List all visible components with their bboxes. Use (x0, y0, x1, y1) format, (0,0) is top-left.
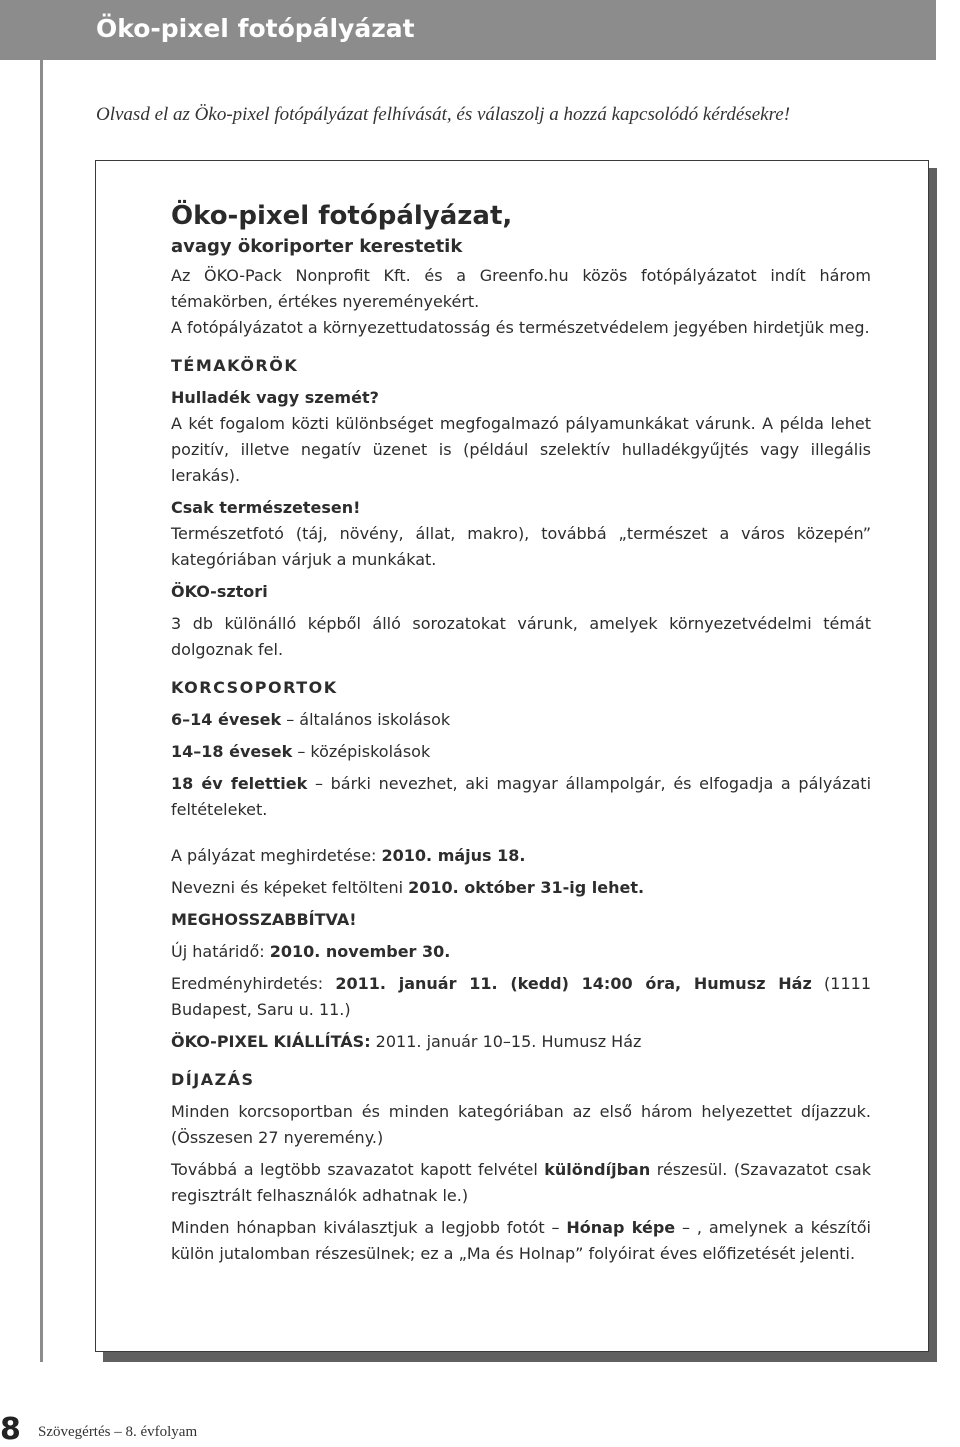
left-rule (40, 60, 43, 1362)
date-deadline: Nevezni és képeket feltölteni 2010. október 31-ig lehet. (171, 878, 645, 897)
topic1-title: Hulladék vagy szemét? (171, 388, 379, 407)
announcement-title: Öko-pixel fotópályázat, (171, 201, 513, 231)
header-bar (0, 0, 936, 60)
paragraph-purpose: A fotópályázatot a környezettudatosság és természetvédelem jegyében hirdetjük meg. (171, 318, 870, 337)
intro-instruction: Olvasd el az Öko-pixel fotópályázat felhívását, és válaszolj a hozzá kapcsolódó kérdésekre! (96, 104, 791, 125)
announcement-content (171, 199, 871, 1267)
date-announced: A pályázat meghirdetése: 2010. május 18. (171, 846, 526, 865)
topic2-text: Természetfotó (táj, növény, állat, makro), továbbá „természet a város közepén” kategóriában várjuk a munkákat. (171, 524, 871, 569)
topic3-text: 3 db különálló képből álló sorozatokat várunk, amelyek környezetvédelmi témát dolgoznak fel. (171, 614, 871, 659)
prize-3: Minden hónapban kiválasztjuk a legjobb fotót – Hónap képe – , amelynek a készítői külön jutalomban részesülnek; ez a „Ma és Holnap” folyóirat éves előfizetését jelenti. (171, 1218, 871, 1263)
age-group-3: 18 év felettiek – bárki nevezhet, aki magyar állampolgár, és elfogadja a pályázati feltételeket. (171, 774, 872, 819)
age-group-2: 14–18 évesek – középiskolások (171, 742, 431, 761)
prize-2: Továbbá a legtöbb szavazatot kapott felvétel különdíjban részesül. (Szavazatot csak regisztrált felhasználók adhatnak le.) (171, 1160, 871, 1205)
age-group-1: 6–14 évesek – általános iskolások (171, 710, 451, 729)
heading-topics: TÉMAKÖRÖK (171, 356, 299, 375)
prize-1: Minden korcsoportban és minden kategóriában az első három helyezettet díjazzuk. (Összesen 27 nyeremény.) (171, 1102, 871, 1147)
paragraph-intro: Az ÖKO-Pack Nonprofit Kft. és a Greenfo.hu közös fotópályázatot indít három témakörben, értékes nyereményekért. (171, 266, 871, 311)
heading-age-groups: KORCSOPORTOK (171, 678, 338, 697)
extended-notice: MEGHOSSZABBÍTVA! (171, 910, 357, 929)
announcement-box (95, 160, 929, 1352)
page-title: Öko-pixel fotópályázat (96, 14, 415, 43)
footer-text: Szövegértés – 8. évfolyam (38, 1424, 198, 1440)
date-new-deadline: Új határidő: 2010. november 30. (171, 942, 451, 961)
page-number: 8 (0, 1412, 21, 1447)
topic1-text: A két fogalom közti különbséget megfogalmazó pályamunkákat várunk. A példa lehet pozitív, illetve negatív üzenet is (például szelektív hulladékgyűjtés vagy illegális lerakás). (171, 414, 871, 485)
exhibition: ÖKO-PIXEL KIÁLLÍTÁS: 2011. január 10–15. Humusz Ház (171, 1032, 642, 1051)
topic2-title: Csak természetesen! (171, 498, 361, 517)
results-announcement: Eredményhirdetés: 2011. január 11. (kedd) 14:00 óra, Humusz Ház (1111 Budapest, Saru u. 11.) (171, 974, 872, 1019)
announcement-subtitle: avagy ökoriporter kerestetik (171, 236, 463, 257)
heading-prizes: DÍJAZÁS (171, 1070, 255, 1089)
topic3-title: ÖKO-sztori (171, 582, 268, 601)
